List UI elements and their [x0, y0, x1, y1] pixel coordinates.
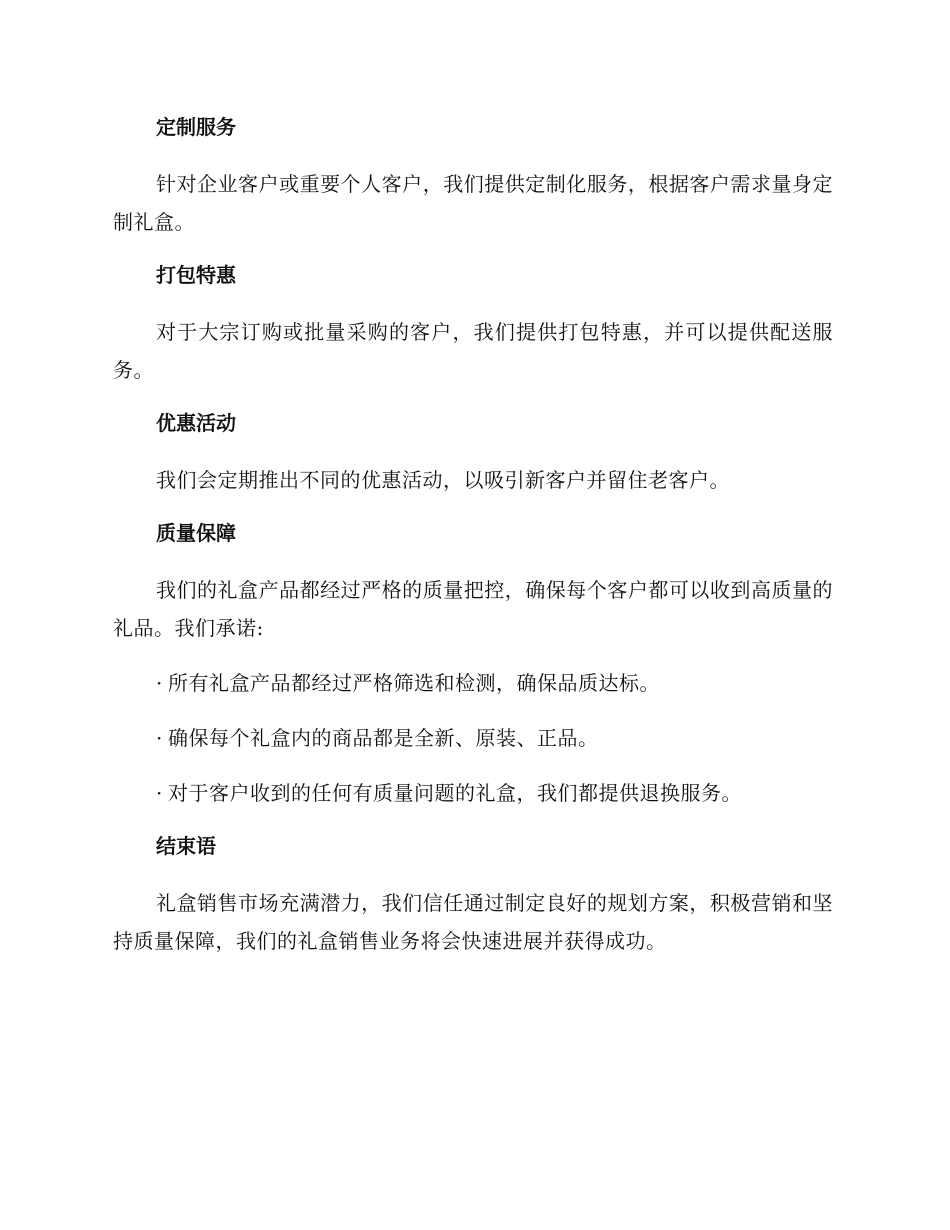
bullet-text: 对于客户收到的任何有质量问题的礼盒，我们都提供退换服务。 — [168, 781, 742, 805]
section-heading-conclusion: 结束语 — [156, 834, 216, 858]
section-heading-custom-service: 定制服务 — [156, 115, 236, 139]
section-heading-quality-assurance: 质量保障 — [156, 521, 236, 545]
paragraph-custom-service: 针对企业客户或重要个人客户，我们提供定制化服务，根据客户需求量身定制礼盒。 — [113, 172, 833, 234]
bullet-text: 所有礼盒产品都经过严格筛选和检测，确保品质达标。 — [168, 671, 660, 695]
bullet-dot-icon: · — [156, 781, 163, 805]
paragraph-conclusion: 礼盒销售市场充满潜力，我们信任通过制定良好的规划方案，积极营销和坚持质量保障，我们的礼盒销售业务将会快速进展并获得成功。 — [113, 891, 833, 953]
section-heading-promotions: 优惠活动 — [156, 411, 236, 435]
document-body — [113, 110, 833, 977]
bullet-dot-icon: · — [156, 671, 163, 695]
bullet-item — [113, 719, 833, 757]
bullet-item — [113, 664, 833, 702]
bullet-item — [113, 774, 833, 812]
section-heading-bundle-offer: 打包特惠 — [156, 263, 236, 287]
paragraph-bundle-offer: 对于大宗订购或批量采购的客户，我们提供打包特惠，并可以提供配送服务。 — [113, 320, 833, 382]
paragraph-quality-assurance: 我们的礼盒产品都经过严格的质量把控，确保每个客户都可以收到高质量的礼品。我们承诺: — [113, 578, 833, 640]
bullet-dot-icon: · — [156, 726, 163, 750]
bullet-text: 确保每个礼盒内的商品都是全新、原装、正品。 — [168, 726, 599, 750]
paragraph-promotions: 我们会定期推出不同的优惠活动，以吸引新客户并留住老客户。 — [156, 468, 730, 492]
